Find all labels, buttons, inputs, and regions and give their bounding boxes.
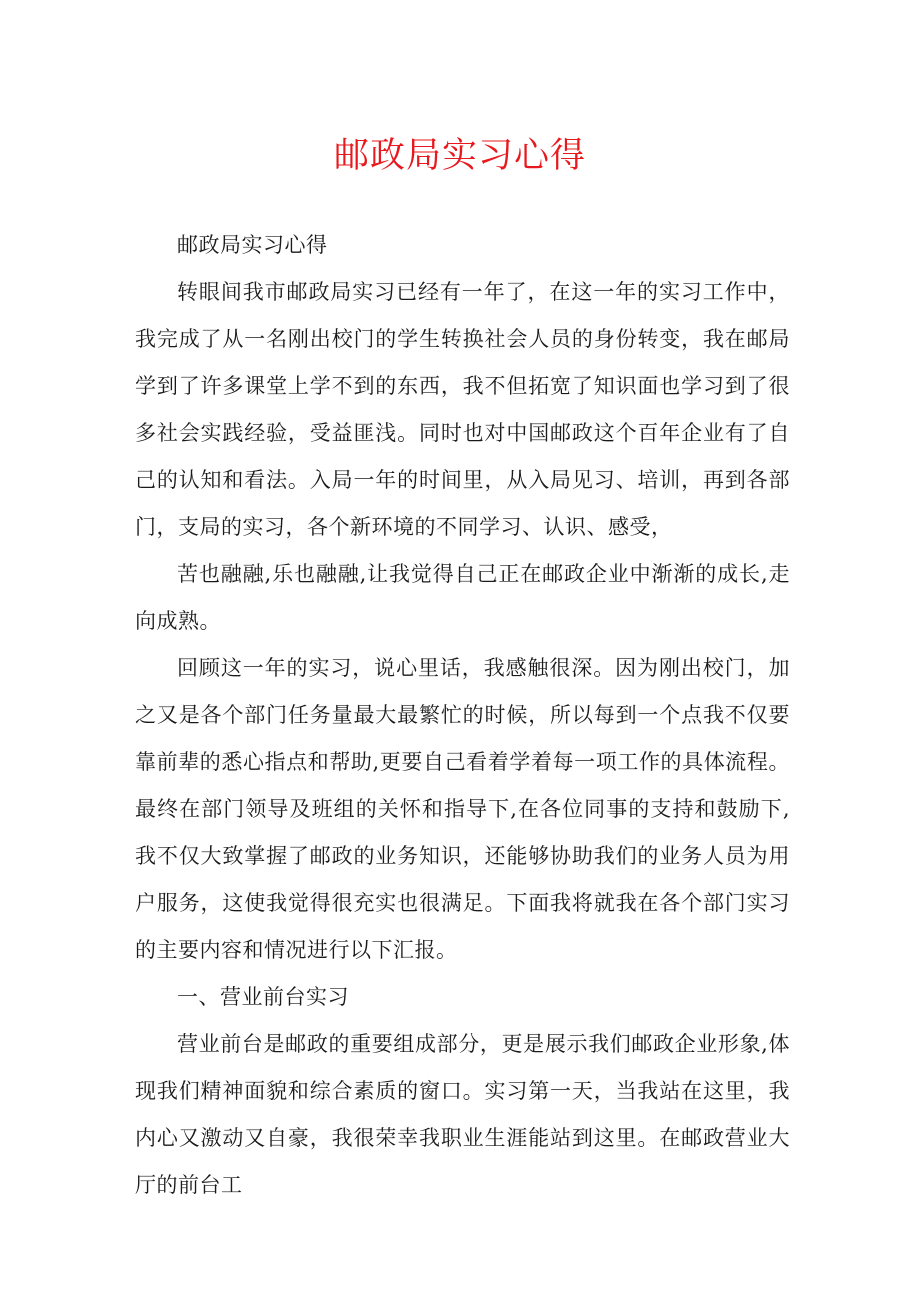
document-title: 邮政局实习心得 xyxy=(333,136,586,176)
paragraph-subtitle: 邮政局实习心得 xyxy=(177,233,328,257)
section-heading: 一、营业前台实习 xyxy=(177,985,349,1009)
document-body xyxy=(135,222,790,1209)
paragraph: 回顾这一年的实习，说心里话，我感触很深。因为刚出校门，加之又是各个部门任务量最大最繁忙的时候，所以每到一个点我不仅要靠前辈的悉心指点和帮助,更要自己看着学着每一项工作的具体流程。最终在部门领导及班组的关怀和指导下,在各位同事的支持和鼓励下,我不仅大致掌握了邮政的业务知识，还能够协助我们的业务人员为用户服务，这使我觉得很充实也很满足。下面我将就我在各个部门实习的主要内容和情况进行以下汇报。 xyxy=(135,656,790,962)
paragraph: 营业前台是邮政的重要组成部分，更是展示我们邮政企业形象,体现我们精神面貌和综合素质的窗口。实习第一天，当我站在这里，我内心又激动又自豪，我很荣幸我职业生涯能站到这里。在邮政营业大厅的前台工 xyxy=(135,1032,790,1197)
paragraph: 苦也融融,乐也融融,让我觉得自己正在邮政企业中渐渐的成长,走向成熟。 xyxy=(135,562,790,633)
paragraph: 转眼间我市邮政局实习已经有一年了，在这一年的实习工作中，我完成了从一名刚出校门的学生转换社会人员的身份转变，我在邮局学到了许多课堂上学不到的东西，我不但拓宽了知识面也学习到了很多社会实践经验，受益匪浅。同时也对中国邮政这个百年企业有了自己的认知和看法。入局一年的时间里，从入局见习、培训，再到各部门，支局的实习，各个新环境的不同学习、认识、感受， xyxy=(135,280,790,539)
